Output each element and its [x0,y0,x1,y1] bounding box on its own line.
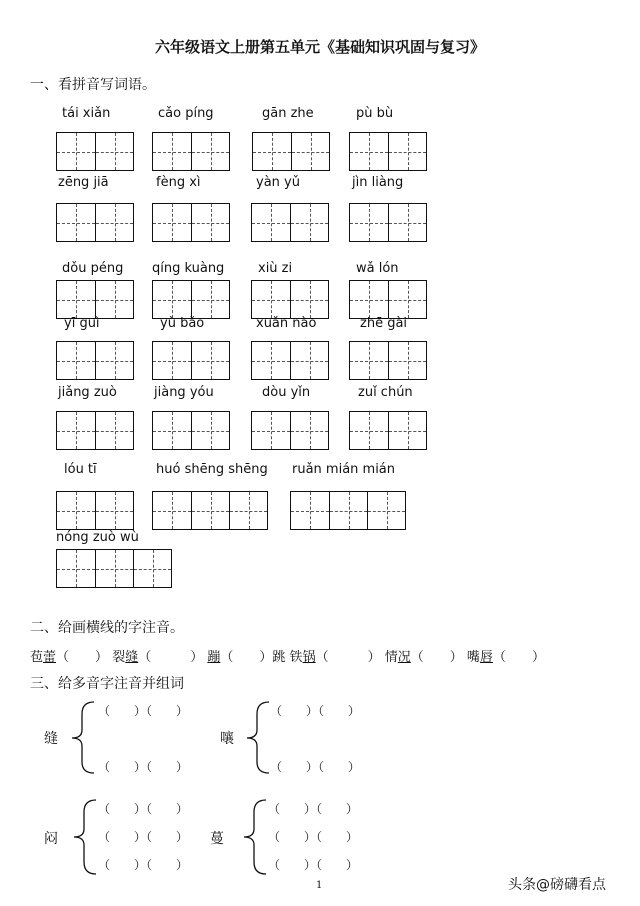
polyphone-char-feng: 缝 [44,731,58,747]
writing-grid[interactable] [349,132,427,171]
pinyin-label: jiàng yóu [154,385,214,400]
grid-cell[interactable] [57,204,95,241]
pinyin-label: zhē gài [360,316,408,331]
writing-grid[interactable] [56,491,134,530]
grid-cell[interactable] [57,492,95,529]
writing-grid[interactable] [56,132,134,171]
pinyin-label: huó shēng shēng [156,462,268,477]
pinyin-label: zēng jiā [58,175,109,190]
grid-cell[interactable] [253,133,291,170]
pinyin-label: qíng kuàng [152,261,225,276]
page-title: 六年级语文上册第五单元《基础知识巩固与复习》 [154,38,485,56]
pinyin-label: nóng zuò wù [56,530,139,545]
grid-cell[interactable] [350,412,388,449]
pinyin-label: yī guì [64,316,100,331]
annotation-row [30,646,545,665]
answer-parens: （ ）（ ） [98,704,189,718]
grid-cell[interactable] [252,342,290,379]
pinyin-label: pù bù [356,106,394,121]
grid-cell[interactable] [95,550,133,587]
polyphone-char-rang: 嚷 [220,731,234,747]
item-1: 苞蕾（ ） [30,650,109,665]
answer-parens: （ ）（ ） [268,830,359,844]
writing-grid[interactable] [152,341,230,380]
writing-grid[interactable] [56,203,134,242]
grid-cell[interactable] [388,204,426,241]
grid-cell[interactable] [350,342,388,379]
brace-man [240,798,270,876]
grid-cell[interactable] [191,281,229,318]
grid-cell[interactable] [291,492,329,529]
item-5: 情况（ ） [384,650,463,665]
writing-grid[interactable] [349,341,427,380]
grid-cell[interactable] [350,204,388,241]
pinyin-label: yù bǎo [160,316,205,331]
pinyin-label: lóu tī [64,462,97,477]
grid-cell[interactable] [191,204,229,241]
writing-grid[interactable] [152,491,268,530]
grid-cell[interactable] [133,550,171,587]
answer-parens: （ ）（ ） [270,704,361,718]
answer-parens: （ ）（ ） [270,760,361,774]
grid-cell[interactable] [388,281,426,318]
grid-cell[interactable] [95,204,133,241]
section2-heading: 二、给画横线的字注音。 [30,620,184,636]
grid-cell[interactable] [290,412,328,449]
grid-cell[interactable] [153,342,191,379]
writing-grid[interactable] [56,411,134,450]
grid-cell[interactable] [252,204,290,241]
grid-cell[interactable] [290,204,328,241]
grid-cell[interactable] [153,412,191,449]
pinyin-label: dǒu péng [62,261,124,276]
brace-rang [243,700,273,775]
section1-heading: 一、看拼音写词语。 [30,77,156,93]
writing-grid[interactable] [56,341,134,380]
answer-parens: （ ）（ ） [268,802,359,816]
writing-grid[interactable] [290,491,406,530]
grid-cell[interactable] [191,492,229,529]
answer-parens: （ ）（ ） [268,858,359,872]
writing-grid[interactable] [152,280,230,319]
section3-heading: 三、给多音字注音并组词 [30,676,184,692]
pinyin-label: gān zhe [262,106,314,121]
brace-men [70,798,100,876]
pinyin-label: cǎo píng [158,106,214,121]
grid-cell[interactable] [290,281,328,318]
grid-cell[interactable] [388,133,426,170]
grid-cell[interactable] [388,412,426,449]
pinyin-label: ruǎn mián mián [292,462,396,477]
writing-grid[interactable] [251,280,329,319]
grid-cell[interactable] [95,281,133,318]
grid-cell[interactable] [95,133,133,170]
grid-cell[interactable] [252,281,290,318]
answer-parens: （ ）（ ） [98,802,189,816]
pinyin-label: jiǎng zuò [58,385,117,400]
writing-grid[interactable] [152,203,230,242]
grid-cell[interactable] [95,412,133,449]
answer-parens: （ ）（ ） [98,858,189,872]
item-2: 裂缝（ ） [112,650,204,665]
item-4: 铁锅（ ） [289,650,381,665]
grid-cell[interactable] [350,281,388,318]
pinyin-label: jìn liàng [352,175,404,190]
page-number: 1 [316,880,323,891]
writing-grid[interactable] [56,280,134,319]
polyphone-char-man: 蔓 [210,831,224,847]
grid-cell[interactable] [57,281,95,318]
polyphone-char-men: 闷 [44,831,58,847]
grid-cell[interactable] [57,550,95,587]
pinyin-label: tái xiǎn [62,106,111,121]
grid-cell[interactable] [229,492,267,529]
grid-cell[interactable] [153,281,191,318]
writing-grid[interactable] [251,341,329,380]
pinyin-label: zuǐ chún [358,385,413,400]
grid-cell[interactable] [57,412,95,449]
grid-cell[interactable] [191,133,229,170]
writing-grid[interactable] [349,203,427,242]
grid-cell[interactable] [329,492,367,529]
grid-cell[interactable] [57,133,95,170]
writing-grid[interactable] [251,411,329,450]
answer-parens: （ ）（ ） [98,830,189,844]
grid-cell[interactable] [388,342,426,379]
pinyin-label: wǎ lón [356,261,399,276]
writing-grid[interactable] [152,411,230,450]
grid-cell[interactable] [57,342,95,379]
item-6: 嘴唇（ ） [466,650,545,665]
watermark: 头条@磅礴看点 [508,877,606,893]
grid-cell[interactable] [95,342,133,379]
grid-cell[interactable] [191,412,229,449]
pinyin-label: xiù zi [258,261,293,276]
grid-cell[interactable] [350,133,388,170]
grid-cell[interactable] [290,342,328,379]
grid-cell[interactable] [252,412,290,449]
grid-cell[interactable] [95,492,133,529]
answer-parens: （ ）（ ） [98,760,189,774]
item-3: 蹦（ ）跳 [207,650,286,665]
brace-feng [68,700,98,775]
writing-grid[interactable] [56,549,172,588]
grid-cell[interactable] [153,492,191,529]
grid-cell[interactable] [191,342,229,379]
pinyin-label: fèng xì [156,175,201,190]
grid-cell[interactable] [291,133,329,170]
writing-grid[interactable] [152,132,230,171]
grid-cell[interactable] [153,133,191,170]
writing-grid[interactable] [251,203,329,242]
writing-grid[interactable] [349,280,427,319]
pinyin-label: xuǎn nào [256,316,317,331]
writing-grid[interactable] [349,411,427,450]
pinyin-label: yàn yǔ [256,175,300,190]
grid-cell[interactable] [153,204,191,241]
writing-grid[interactable] [252,132,330,171]
grid-cell[interactable] [367,492,405,529]
pinyin-label: dòu yǐn [262,385,311,400]
